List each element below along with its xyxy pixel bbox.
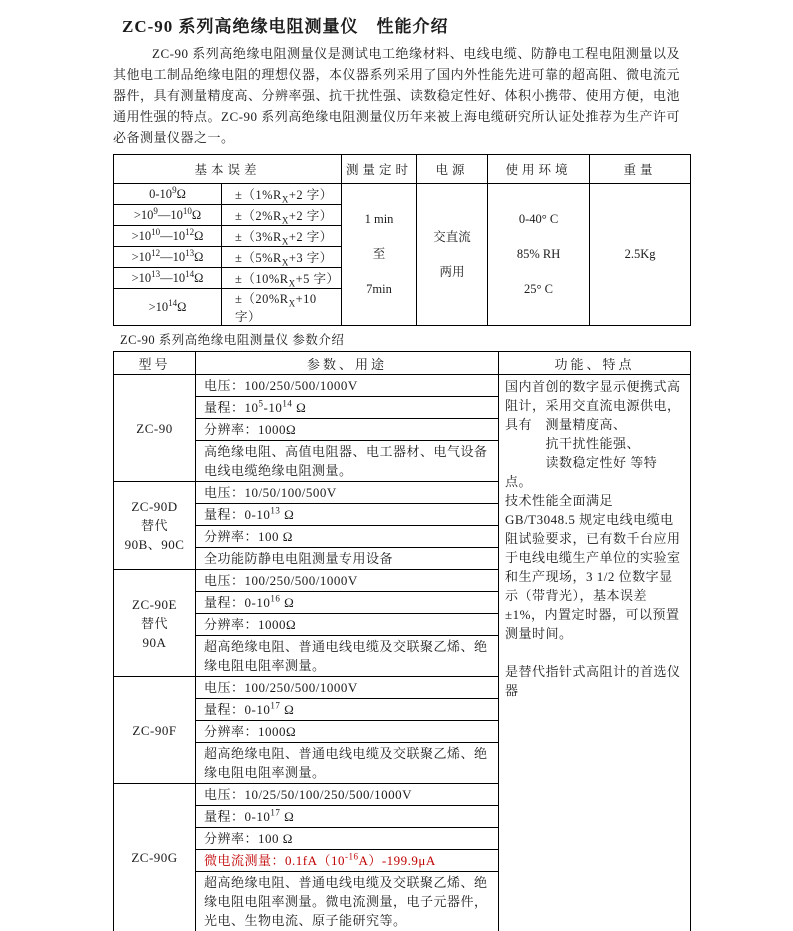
param-cell: 高绝缘电阻、高值电阻器、电工器材、电气设备电线电缆绝缘电阻测量。 (196, 441, 499, 482)
param-cell: 超高绝缘电阻、普通电线电缆及交联聚乙烯、绝缘电阻电阻率测量。 (196, 743, 499, 784)
spec-header-row (114, 155, 691, 184)
header-power: 电源 (417, 155, 488, 184)
spec-table (113, 154, 691, 326)
param-cell: 电压：100/250/500/1000V (196, 570, 499, 592)
error-range-cell: $>10^{10}—10^{12}\Omega$ (114, 226, 222, 247)
param-cell: 分辨率：1000Ω (196, 419, 499, 441)
features-cell (499, 375, 691, 931)
feature-line: 具有 测量精度高、 (505, 417, 627, 432)
header-model: 型号 (114, 352, 196, 375)
header-timing: 测量定时 (342, 155, 417, 184)
param-cell: 电压：10/25/50/100/250/500/1000V (196, 784, 499, 806)
param-cell: 分辨率：1000Ω (196, 614, 499, 636)
param-cell: 分辨率：100 Ω (196, 828, 499, 850)
model-name-cell: ZC-90 (114, 375, 196, 482)
error-value-cell: $\pm(5\%R_X+3$ 字） (222, 247, 342, 268)
error-range-cell: $>10^{14}\Omega$ (114, 289, 222, 326)
param-cell: 微电流测量：$0.1fA(10^{-16}A)-199.9\mu A$ (196, 850, 499, 872)
environment-cell: 0-40° C 85% RH 25° C (488, 184, 590, 326)
param-cell: 量程：$0-10^{17}$ Ω (196, 806, 499, 828)
error-value-cell: $\pm(3\%R_X+2$ 字） (222, 226, 342, 247)
models-header-row (114, 352, 691, 375)
param-cell: 分辨率：100 Ω (196, 526, 499, 548)
param-cell: 电压：100/250/500/1000V (196, 677, 499, 699)
param-cell: 量程：$10^5-10^{14}$ Ω (196, 397, 499, 419)
error-range-cell: $>10^9—10^{10}\Omega$ (114, 205, 222, 226)
timing-cell: 1 min 至 7min (342, 184, 417, 326)
model-name-cell: ZC-90E 替代 90A (114, 570, 196, 677)
header-features: 功能、特点 (499, 352, 691, 375)
weight-cell: 2.5Kg (590, 184, 691, 326)
models-table (113, 351, 691, 931)
param-cell: 超高绝缘电阻、普通电线电缆及交联聚乙烯、绝缘电阻电阻率测量。微电流测量，电子元器件，光电、生物电流、原子能研究等。 (196, 872, 499, 931)
model-name-cell: ZC-90G (114, 784, 196, 931)
intro-paragraph: ZC-90 系列高绝缘电阻测量仪是测试电工绝缘材料、电线电缆、防静电工程电阻测量以及其他电工制品绝缘电阻的理想仪器，本仪器系列采用了国内外性能先进可靠的超高阻、微电流元器件，具有测量精度高、分辨率强、抗干扰性强、读数稳定性好、体积小携带、使用方便，电池通用性强的特点。ZC-90 系列高绝缘电阻测量仪历年来被上海电缆研究所认证处推荐为生产许可必备测量仪器之一。 (113, 46, 681, 145)
feature-line (505, 643, 684, 662)
feature-line: 国内首创的数字显示便携式高阻计，采用交直流电源供电， (505, 379, 681, 413)
param-cell: 量程：$0-10^{17}$ Ω (196, 699, 499, 721)
param-cell: 量程：$0-10^{13}$ Ω (196, 504, 499, 526)
error-value-cell: $\pm(2\%R_X+2$ 字） (222, 205, 342, 226)
model-name-cell: ZC-90F (114, 677, 196, 784)
error-range-cell: $>10^{12}—10^{13}\Omega$ (114, 247, 222, 268)
feature-line: 读数稳定性好 等特点。 (505, 455, 658, 489)
param-cell: 全功能防静电电阻测量专用设备 (196, 548, 499, 570)
param-cell: 电压：10/50/100/500V (196, 482, 499, 504)
header-environment: 使用环境 (488, 155, 590, 184)
error-range-cell: $0-10^9\Omega$ (114, 184, 222, 205)
error-row (114, 184, 691, 205)
error-value-cell: $\pm(20\%R_X+10$ 字） (222, 289, 342, 326)
param-cell: 电压：100/250/500/1000V (196, 375, 499, 397)
feature-line: 是替代指针式高阻计的首选仪器 (505, 664, 681, 698)
feature-line: 抗干扰性能强、 (505, 436, 641, 451)
header-basic-error: 基本误差 (114, 155, 342, 184)
model-param-row (114, 375, 691, 397)
param-cell: 超高绝缘电阻、普通电线电缆及交联聚乙烯、绝缘电阻电阻率测量。 (196, 636, 499, 677)
model-name-cell: ZC-90D 替代 90B、90C (114, 482, 196, 570)
error-range-cell: $>10^{13}—10^{14}\Omega$ (114, 268, 222, 289)
error-value-cell: $\pm(10\%R_X+5$ 字） (222, 268, 342, 289)
header-weight: 重量 (590, 155, 691, 184)
models-table-caption: ZC-90 系列高绝缘电阻测量仪 参数介绍 (120, 333, 345, 347)
header-params: 参数、用途 (196, 352, 499, 375)
feature-line: 技术性能全面满足 GB/T3048.5 规定电线电缆电阻试验要求，已有数千台应用于电线电缆生产单位的实验室和生产现场，3 1/2 位数字显示（带背光），基本误差±1%，内置定时器，可以预置测量时间。 (505, 493, 681, 641)
param-cell: 分辨率：1000Ω (196, 721, 499, 743)
page-title: ZC-90 系列高绝缘电阻测量仪 性能介绍 (122, 17, 449, 36)
param-cell: 量程：$0-10^{16}$ Ω (196, 592, 499, 614)
error-value-cell: $\pm(1\%R_X+2$ 字） (222, 184, 342, 205)
power-cell: 交直流 两用 (417, 184, 488, 326)
